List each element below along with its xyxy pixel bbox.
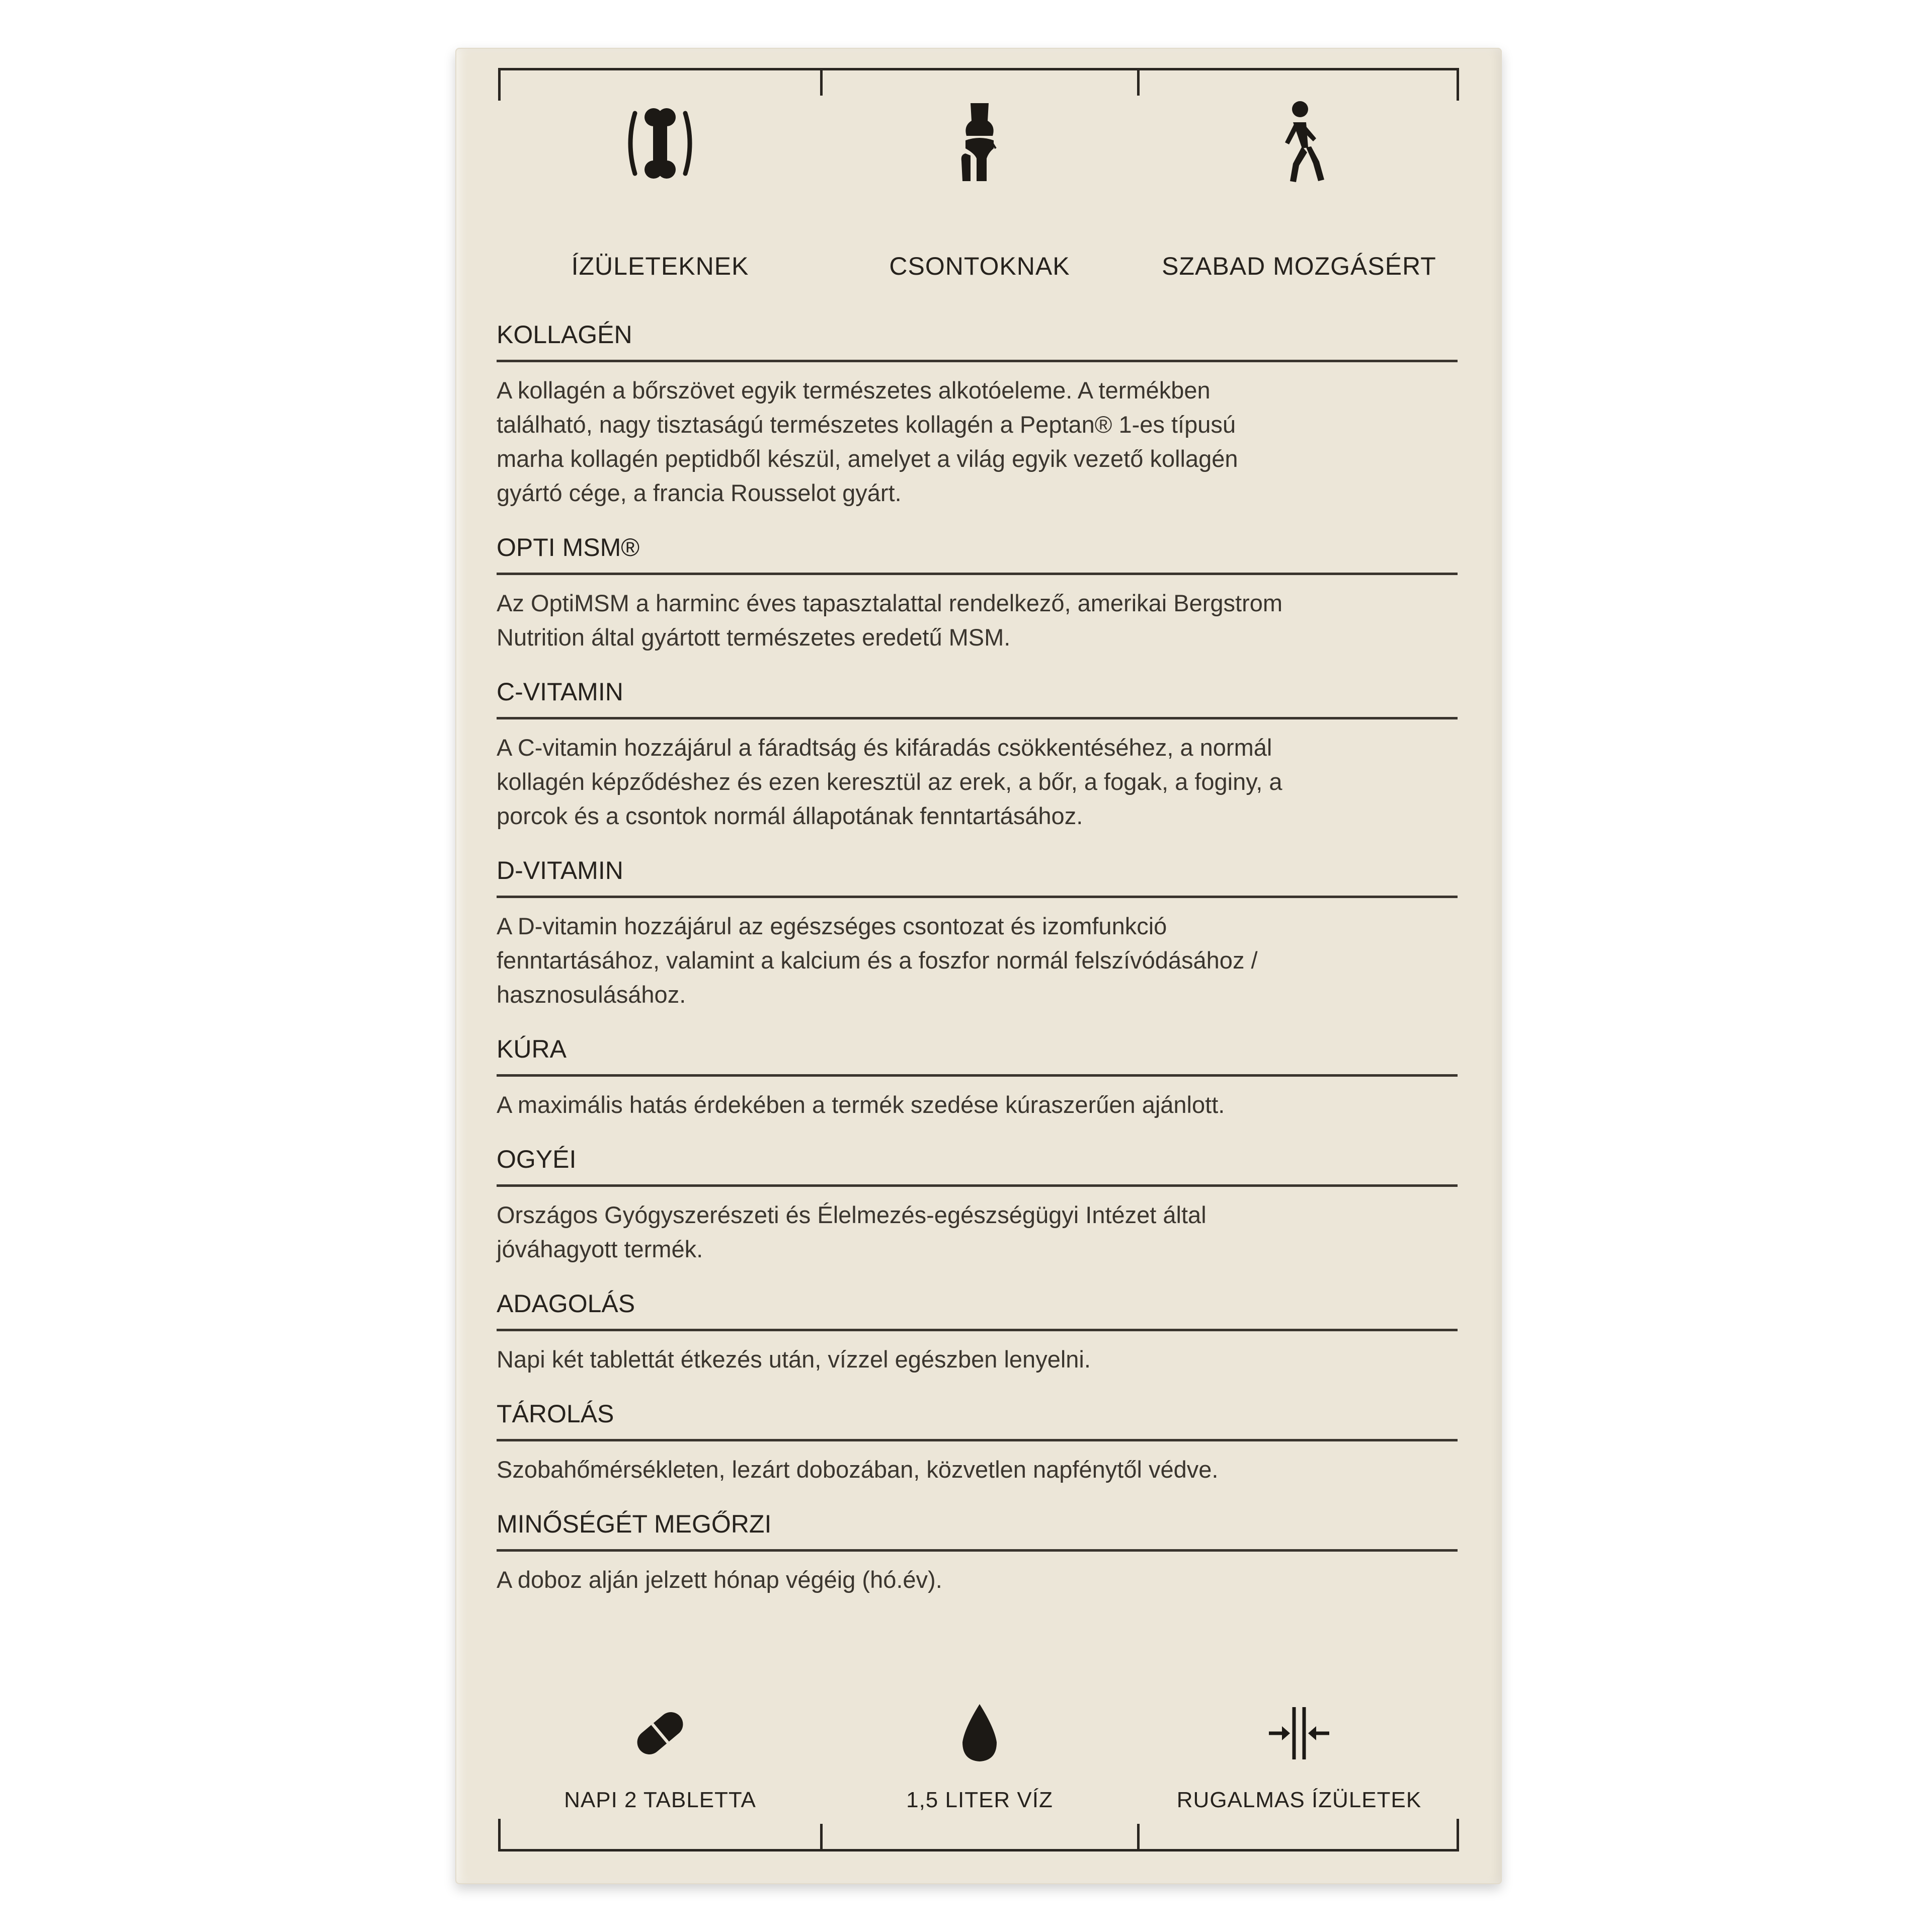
section-cure [497, 1034, 1458, 1144]
section-body: A maximális hatás érdekében a termék szedése kúraszerűen ajánlott. [497, 1091, 1225, 1118]
bone-icon [615, 98, 705, 189]
section-ogyei [497, 1144, 1458, 1289]
section-opti-msm [497, 532, 1458, 677]
bottom-frame-tick-mid1 [820, 1824, 823, 1852]
section-title: C-VITAMIN [497, 677, 1458, 719]
section-body: Napi két tablettát étkezés után, vízzel egészben lenyelni. [497, 1346, 1091, 1373]
top-frame-line [498, 68, 1459, 70]
info-sections [497, 319, 1458, 1619]
section-body: A C-vitamin hozzájárul a fáradtság és kifáradás csökkentéséhez, a normál kollagén képződéshez és ezen keresztül az erek, a bőr, a fogak, a foginy, a porcok és a csontok normál állapotának fenntartásához. [497, 734, 1282, 829]
section-vitamin-d [497, 855, 1458, 1034]
section-dosage [497, 1289, 1458, 1399]
section-body: Szobahőmérsékleten, lezárt dobozában, közvetlen napfénytől védve. [497, 1456, 1219, 1483]
bottom-frame-tick-mid2 [1137, 1824, 1140, 1852]
section-title: D-VITAMIN [497, 855, 1458, 898]
section-storage [497, 1399, 1458, 1509]
section-title: OGYÉI [497, 1144, 1458, 1187]
walking-person-icon [1254, 98, 1344, 189]
bottom-frame-line [498, 1849, 1459, 1852]
section-title: KOLLAGÉN [497, 319, 1458, 362]
top-frame-tick-right [1457, 68, 1459, 101]
section-body: A kollagén a bőrszövet egyik természetes alkotóeleme. A termékben található, nagy tisztaságú természetes kollagén a Peptan® 1-es típusú marha kollagén peptidből készül, amelyet a világ egyik vezető kollagén gyártó cége, a francia Rousselot gyárt. [497, 377, 1238, 506]
feature-daily-tablets [499, 1698, 821, 1812]
feature-free-movement-label: SZABAD MOZGÁSÉRT [1162, 252, 1436, 280]
feature-joints [499, 98, 821, 280]
top-frame-tick-left [498, 68, 501, 101]
section-title: TÁROLÁS [497, 1399, 1458, 1441]
bottom-frame-tick-left [498, 1819, 501, 1852]
section-title: KÚRA [497, 1034, 1458, 1077]
section-title: OPTI MSM® [497, 532, 1458, 575]
capsule-icon [625, 1698, 695, 1768]
section-body: A doboz alján jelzett hónap végéig (hó.év). [497, 1566, 942, 1593]
section-body: Az OptiMSM a harminc éves tapasztalattal rendelkező, amerikai Bergstrom Nutrition által gyártott természetes eredetű MSM. [497, 590, 1283, 651]
section-body: A D-vitamin hozzájárul az egészséges csontozat és izomfunkció fenntartásához, valamint a kalcium és a foszfor normál felszívódásához / hasznosulásához. [497, 913, 1258, 1008]
joint-icon [934, 98, 1025, 189]
section-body: Országos Gyógyszerészeti és Élelmezés-egészségügyi Intézet által jóváhagyott termék. [497, 1201, 1206, 1262]
feature-flexible-joints [1138, 1698, 1460, 1812]
feature-water [819, 1698, 1141, 1812]
compress-arrows-icon [1264, 1698, 1334, 1768]
feature-bones-label: CSONTOKNAK [889, 252, 1070, 280]
section-title: ADAGOLÁS [497, 1289, 1458, 1331]
feature-daily-tablets-label: NAPI 2 TABLETTA [564, 1788, 756, 1812]
feature-free-movement [1138, 98, 1460, 280]
top-frame-tick-mid2 [1137, 68, 1140, 96]
feature-bones [819, 98, 1141, 280]
feature-water-label: 1,5 LITER VÍZ [906, 1788, 1053, 1812]
feature-flexible-joints-label: RUGALMAS ÍZÜLETEK [1176, 1788, 1422, 1812]
section-title: MINŐSÉGÉT MEGŐRZI [497, 1509, 1458, 1552]
top-frame-tick-mid1 [820, 68, 823, 96]
section-best-before [497, 1509, 1458, 1619]
section-collagen [497, 319, 1458, 532]
feature-joints-label: ÍZÜLETEKNEK [571, 252, 749, 280]
section-vitamin-c [497, 677, 1458, 855]
water-drop-icon [944, 1698, 1015, 1768]
product-box-back [455, 48, 1502, 1884]
bottom-frame-tick-right [1457, 1819, 1459, 1852]
